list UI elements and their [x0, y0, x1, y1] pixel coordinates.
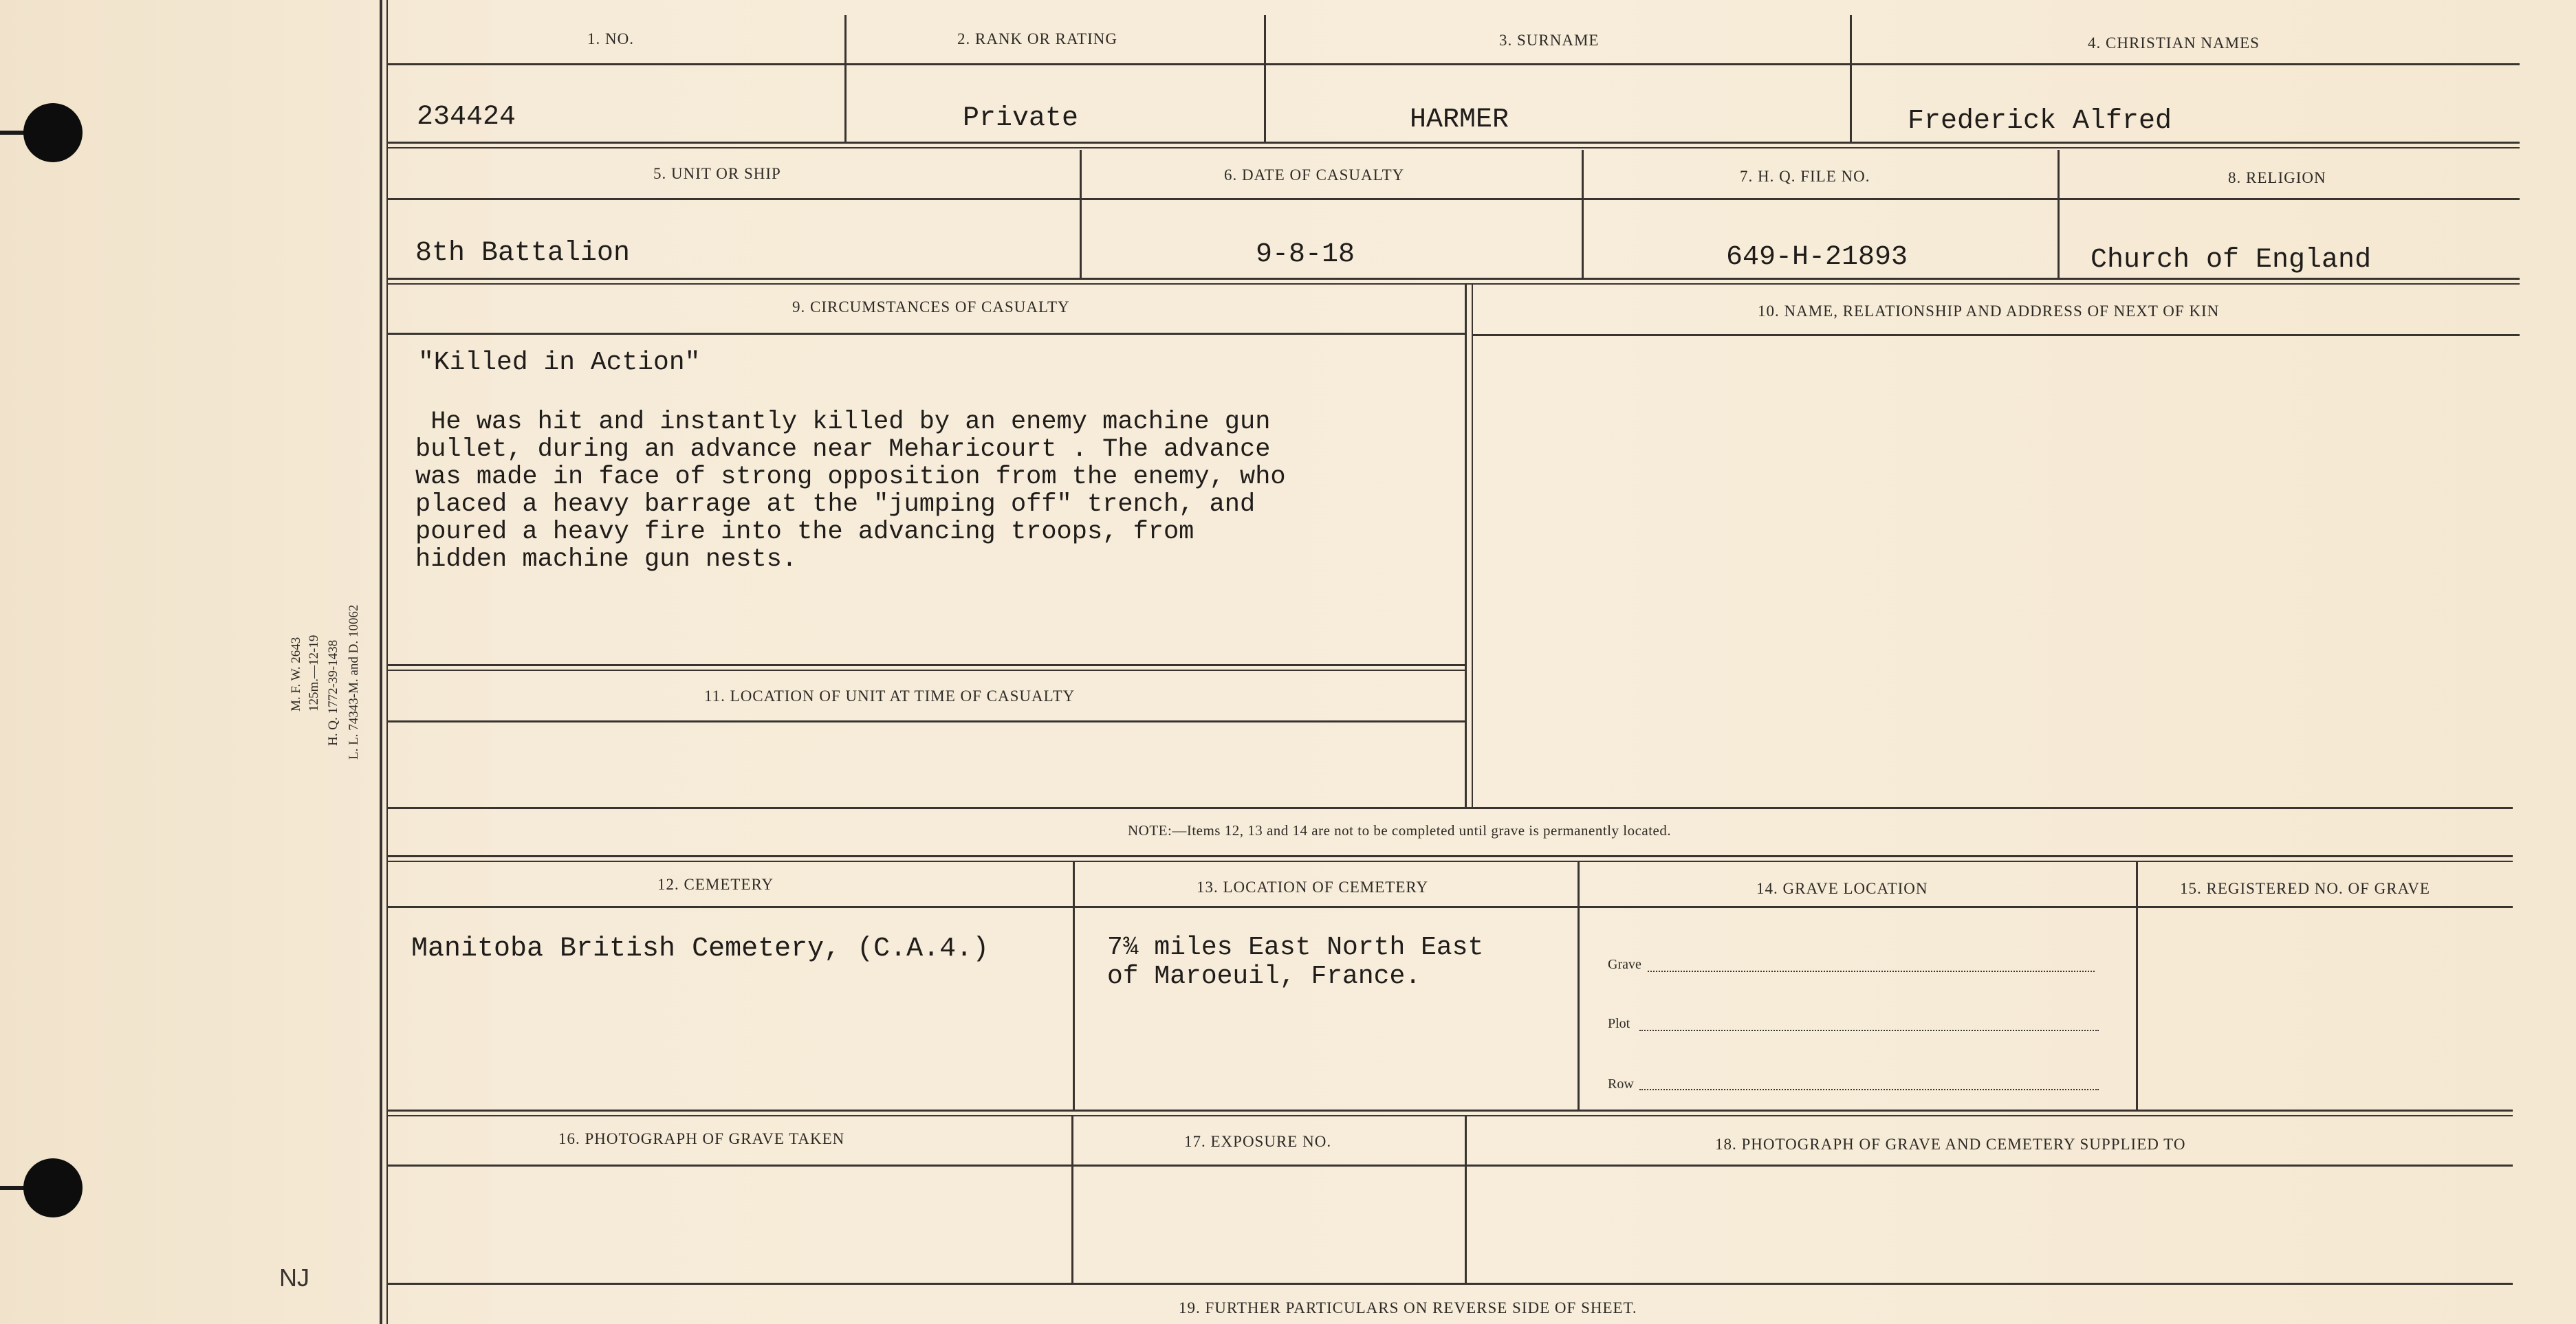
location-cemetery-line-1: 7¾ miles East North East	[1107, 933, 1484, 962]
row2-bottom-line	[388, 278, 2520, 280]
label-no: 1. NO.	[587, 30, 634, 47]
location-unit-top-line-2	[388, 670, 1465, 671]
row2-div-3	[2057, 150, 2060, 278]
label-cemetery: 12. CEMETERY	[657, 876, 774, 893]
label-photo-taken: 16. PHOTOGRAPH OF GRAVE TAKEN	[558, 1130, 845, 1147]
label-registered-no: 15. REGISTERED NO. OF GRAVE	[2180, 880, 2430, 897]
row-field-label: Row	[1608, 1077, 1634, 1092]
row5-top-line-2	[388, 1115, 2513, 1116]
row1-div-3	[1850, 15, 1852, 142]
circumstances-line-4: placed a heavy barrage at the "jumping off" trench, and	[415, 490, 1256, 519]
circumstances-paragraph	[415, 408, 1286, 573]
circumstances-line-6: hidden machine gun nests.	[415, 545, 798, 574]
location-unit-header-line	[388, 720, 1465, 722]
form-code-2: 125m.—12-19	[307, 635, 321, 711]
row4-header-line	[388, 906, 2513, 908]
row4-div-2	[1578, 862, 1580, 1110]
row2-bottom-line-2	[388, 283, 2520, 285]
label-location-unit: 11. LOCATION OF UNIT AT TIME OF CASUALTY	[704, 687, 1076, 705]
form-code-4: L. L. 74343-M. and D. 10062	[347, 604, 361, 760]
nextofkin-header-line	[1473, 334, 2520, 336]
row5-header-line	[388, 1165, 2513, 1167]
circumstances-line-3: was made in face of strong opposition from the enemy, who	[415, 463, 1286, 492]
binder-hole-top	[23, 103, 83, 162]
row3-div	[1465, 285, 1467, 807]
value-hq-file: 649-H-21893	[1726, 242, 1908, 273]
value-rank: Private	[963, 103, 1079, 134]
note-bottom-line	[388, 855, 2513, 857]
note-top-line	[388, 807, 2513, 809]
row6-top-line	[388, 1283, 2513, 1285]
row1-bottom-line	[388, 142, 2520, 144]
circumstances-line-2: bullet, during an advance near Meharicourt . The advance	[415, 435, 1271, 464]
label-unit: 5. UNIT OR SHIP	[653, 165, 781, 182]
label-next-of-kin: 10. NAME, RELATIONSHIP AND ADDRESS OF NEXT OF KIN	[1758, 302, 2220, 320]
label-location-cemetery: 13. LOCATION OF CEMETERY	[1197, 879, 1429, 896]
label-hq-file: 7. H. Q. FILE NO.	[1740, 168, 1870, 185]
clerk-initials: NJ	[279, 1264, 309, 1292]
label-religion: 8. RELIGION	[2228, 169, 2326, 186]
value-no: 234424	[417, 102, 516, 133]
circumstances-line-1: He was hit and instantly killed by an enemy machine gun	[415, 408, 1271, 437]
note-bottom-line-2	[388, 861, 2513, 862]
row5-div-1	[1071, 1116, 1073, 1283]
row1-div-2	[1264, 15, 1266, 142]
value-date: 9-8-18	[1256, 239, 1355, 270]
form-code-1: M. F. W. 2643	[289, 637, 303, 711]
label-circumstances: 9. CIRCUMSTANCES OF CASUALTY	[792, 298, 1070, 316]
label-exposure: 17. EXPOSURE NO.	[1184, 1133, 1332, 1150]
circumstances-header-line	[388, 333, 1465, 335]
row2-div-2	[1582, 150, 1584, 278]
location-cemetery-line-2: of Maroeuil, France.	[1107, 962, 1421, 991]
value-location-cemetery	[1107, 934, 1483, 991]
row4-div-3	[2136, 862, 2138, 1110]
binder-hole-bottom	[23, 1158, 83, 1217]
row3-div-2	[1472, 285, 1473, 807]
row5-div-2	[1465, 1116, 1467, 1283]
label-christian-names: 4. CHRISTIAN NAMES	[2088, 34, 2260, 52]
circumstances-title: "Killed in Action"	[418, 348, 701, 377]
note-text: NOTE:—Items 12, 13 and 14 are not to be completed until grave is permanently located.	[1128, 822, 1672, 839]
row1-div-1	[844, 15, 847, 142]
value-christian-names: Frederick Alfred	[1908, 106, 2172, 137]
grave-field-line	[1648, 971, 2095, 972]
form-code-3: H. Q. 1772-39-1438	[326, 639, 340, 746]
grave-field-label: Grave	[1608, 957, 1641, 972]
row1-header-line	[388, 63, 2520, 65]
value-cemetery: Manitoba British Cemetery, (C.A.4.)	[411, 934, 990, 964]
plot-field-line	[1639, 1030, 2099, 1031]
circumstances-line-5: poured a heavy fire into the advancing troops, from	[415, 518, 1194, 547]
row1-bottom-line-2	[388, 147, 2520, 148]
location-unit-top-line	[388, 664, 1465, 666]
plot-field-label: Plot	[1608, 1016, 1630, 1031]
row5-top-line	[388, 1110, 2513, 1112]
row2-div-1	[1080, 150, 1082, 278]
left-border	[380, 0, 382, 1324]
value-surname: HARMER	[1410, 104, 1509, 135]
row2-header-line	[388, 198, 2520, 200]
label-rank: 2. RANK OR RATING	[957, 30, 1117, 47]
row-field-line	[1639, 1089, 2099, 1090]
value-religion: Church of England	[2091, 245, 2372, 276]
label-surname: 3. SURNAME	[1499, 32, 1600, 49]
label-further-particulars: 19. FURTHER PARTICULARS ON REVERSE SIDE OF SHEET.	[1179, 1299, 1637, 1316]
label-date: 6. DATE OF CASUALTY	[1224, 166, 1405, 184]
label-photo-supplied: 18. PHOTOGRAPH OF GRAVE AND CEMETERY SUPPLIED TO	[1715, 1136, 2186, 1153]
label-grave-location: 14. GRAVE LOCATION	[1756, 880, 1928, 897]
value-unit: 8th Battalion	[415, 238, 631, 269]
row4-div-1	[1073, 862, 1075, 1110]
